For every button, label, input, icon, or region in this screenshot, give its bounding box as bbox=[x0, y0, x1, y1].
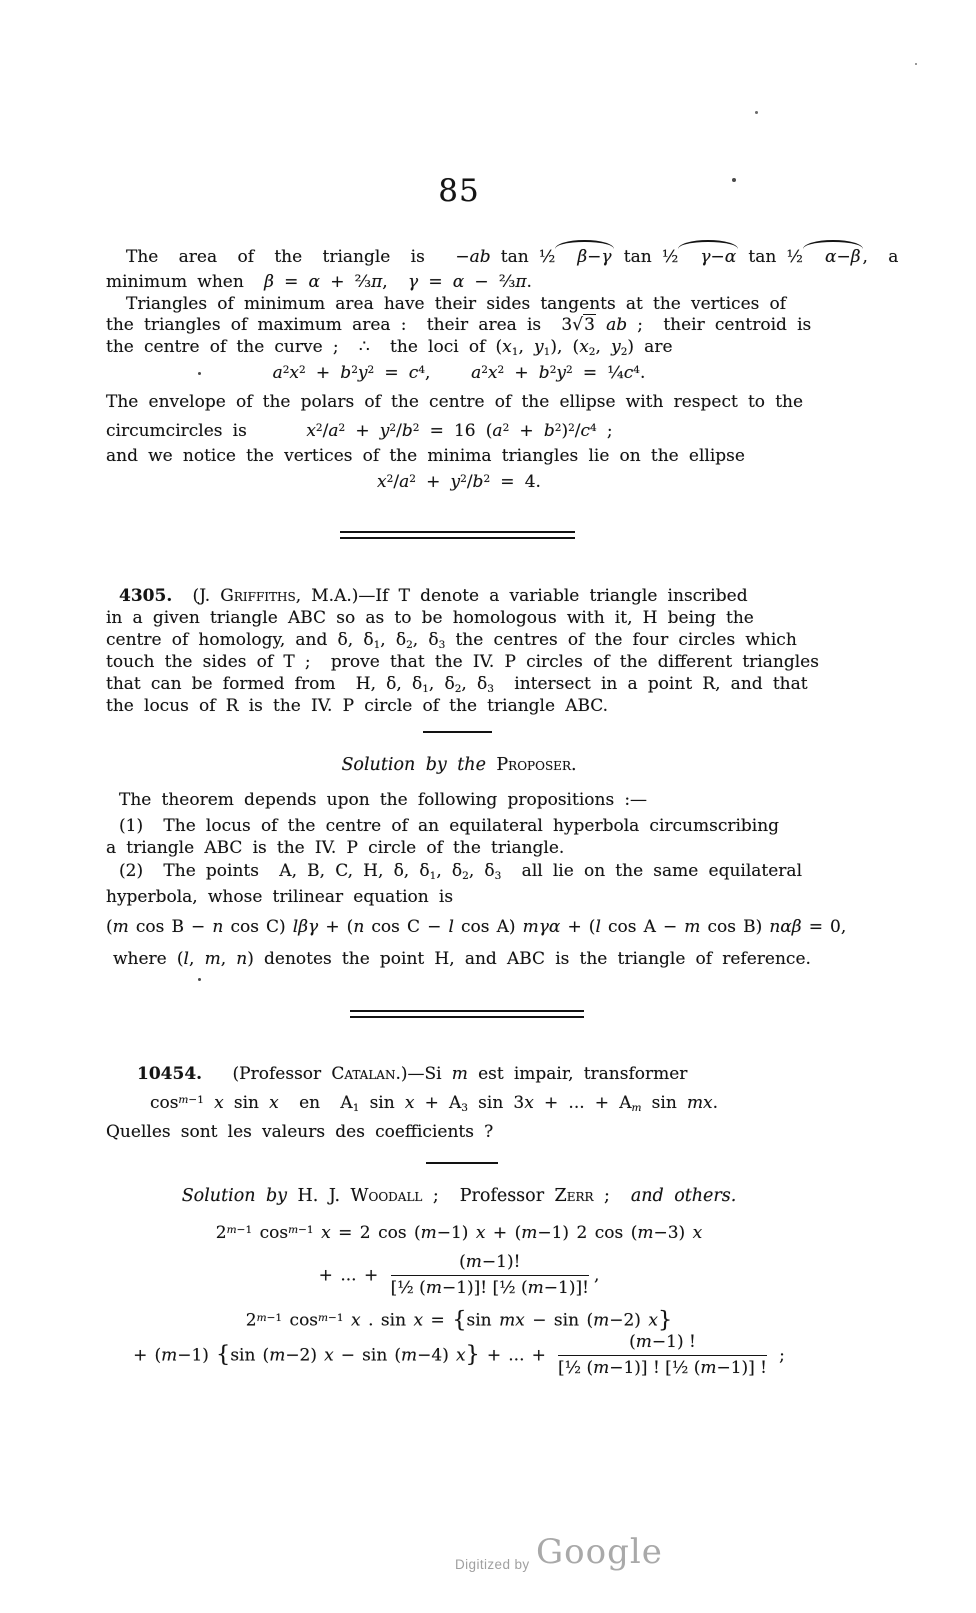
intro-equation-1: $a^2x^2 + b^2y^2 = c^4$, $a^2x^2 + b^2y^2$ = $\frac{1}{4}c^4$. bbox=[272, 363, 646, 383]
solution-10454-equation-2: + ... + $\frac{(m-1)!}{\text{[½ (m−1)]! [½ (m−1)]!}}$ , bbox=[318, 1252, 600, 1299]
solution-10454-equation-3: $2^{m-1}$ $\cos^{m-1} x$ . sin x = {sin mx − sin (m−2) x} bbox=[245, 1307, 673, 1333]
solution-4305-equation: (m cos B − n cos C) lβγ + (n cos C − l cos A) mγα + (l cos A − m cos B) nαβ = 0, bbox=[106, 917, 847, 937]
page-number: 85 bbox=[438, 173, 480, 209]
digitized-by-text: Digitized by bbox=[455, 1557, 530, 1572]
google-logo: Google bbox=[536, 1532, 663, 1572]
problem-10454-equation: $\cos^{m-1} x$ sin x en $A_1$ $\sin x + A_3$ sin 3x + ... + $A_m$ sin mx. bbox=[149, 1093, 719, 1114]
problem-4305-line-6: the locus of R is the IV. P circle of the triangle ABC. bbox=[106, 696, 609, 716]
problem-4305-line-2: in a given triangle ABC so as to be homologous with it, H being the bbox=[106, 608, 754, 628]
solution-4305-prop-2a: (2) The points A, B, C, H, δ, $\delta_1$, $\delta_2$, $\delta_3$ all lie on the same equilateral bbox=[119, 861, 803, 882]
problem-10454-question: Quelles sont les valeurs des coefficients ? bbox=[106, 1122, 494, 1142]
scan-speck bbox=[198, 978, 201, 981]
solution-4305-title: Solution by the Proposer. bbox=[341, 755, 577, 775]
intro-line-6: The envelope of the polars of the centre of the ellipse with respect to the bbox=[106, 392, 804, 412]
intro-line-2: minimum when β = α + ⅔π, γ = α − ⅔π. bbox=[106, 272, 532, 292]
solution-10454-title: Solution by H. J. Woodall ; Professor Zerr ; and others. bbox=[181, 1186, 737, 1206]
problem-10454-line-1: 10454. (Professor Catalan.)—Si m est impair, transformer bbox=[137, 1064, 688, 1084]
solution-4305-prop-2b: hyperbola, whose trilinear equation is bbox=[106, 887, 454, 907]
problem-divider-1 bbox=[423, 731, 492, 733]
solution-4305-where-line: where (l, m, n) denotes the point H, and ABC is the triangle of reference. bbox=[113, 949, 811, 969]
problem-4305-line-1: 4305. (J. Griffiths, M.A.)—If T denote a variable triangle inscribed bbox=[119, 586, 748, 606]
solution-10454-equation-4: + (m−1) {sin (m−2) x − sin (m−4) x} + ... + $\frac{(m-1) !}{\text{[½ (m−1)] ! [½ (m−1)] !}}$ ; bbox=[133, 1332, 785, 1379]
intro-line-4: the triangles of maximum area : their area is 3√3 ab ; their centroid is bbox=[106, 315, 812, 335]
intro-line-7: circumcircles is $x^2/a^2 + y^2/b^2 = 16$ $(a^2 + b^2)^2/c^4$ ; bbox=[106, 421, 613, 441]
problem-divider-2 bbox=[426, 1162, 498, 1164]
intro-line-3: Triangles of minimum area have their sides tangents at the vertices of bbox=[126, 294, 787, 314]
scan-speck bbox=[732, 178, 736, 182]
section-divider-2 bbox=[350, 1010, 584, 1018]
intro-line-1: The area of the triangle is −ab tan ½ β−γ tan ½ γ−α tan ½ α−β , a bbox=[106, 245, 812, 270]
problem-4305-line-3: centre of homology, and δ, $\delta_1$, $\delta_2$, $\delta_3$ the centres of the four circles which bbox=[106, 630, 797, 651]
intro-line-8: and we notice the vertices of the minima triangles lie on the ellipse bbox=[106, 446, 745, 466]
scan-speck bbox=[198, 372, 201, 375]
intro-equation-2: $x^2/a^2 + y^2/b^2 = 4$. bbox=[377, 472, 541, 492]
solution-4305-prop-1a: (1) The locus of the centre of an equilateral hyperbola circumscribing bbox=[119, 816, 780, 836]
scan-speck bbox=[755, 111, 758, 114]
scan-speck bbox=[915, 63, 917, 65]
intro-line-5: the centre of the curve ; ∴ the loci of ($x_1$, $y_1$), ($x_2$, $y_2$) are bbox=[106, 337, 673, 358]
problem-4305-line-4: touch the sides of T ; prove that the IV. P circles of the different triangles bbox=[106, 652, 819, 672]
problem-4305-line-5: that can be formed from H, δ, $\delta_1$, $\delta_2$, $\delta_3$ intersect in a point R, and that bbox=[106, 674, 808, 695]
solution-4305-para-1: The theorem depends upon the following propositions :— bbox=[119, 790, 648, 810]
solution-10454-equation-1: $2^{m-1}$ $\cos^{m-1} x = 2$ cos (m−1) x + (m−1) 2 cos (m−3) x bbox=[215, 1223, 703, 1243]
section-divider-1 bbox=[340, 531, 575, 539]
solution-4305-prop-1b: a triangle ABC is the IV. P circle of the triangle. bbox=[106, 838, 565, 858]
